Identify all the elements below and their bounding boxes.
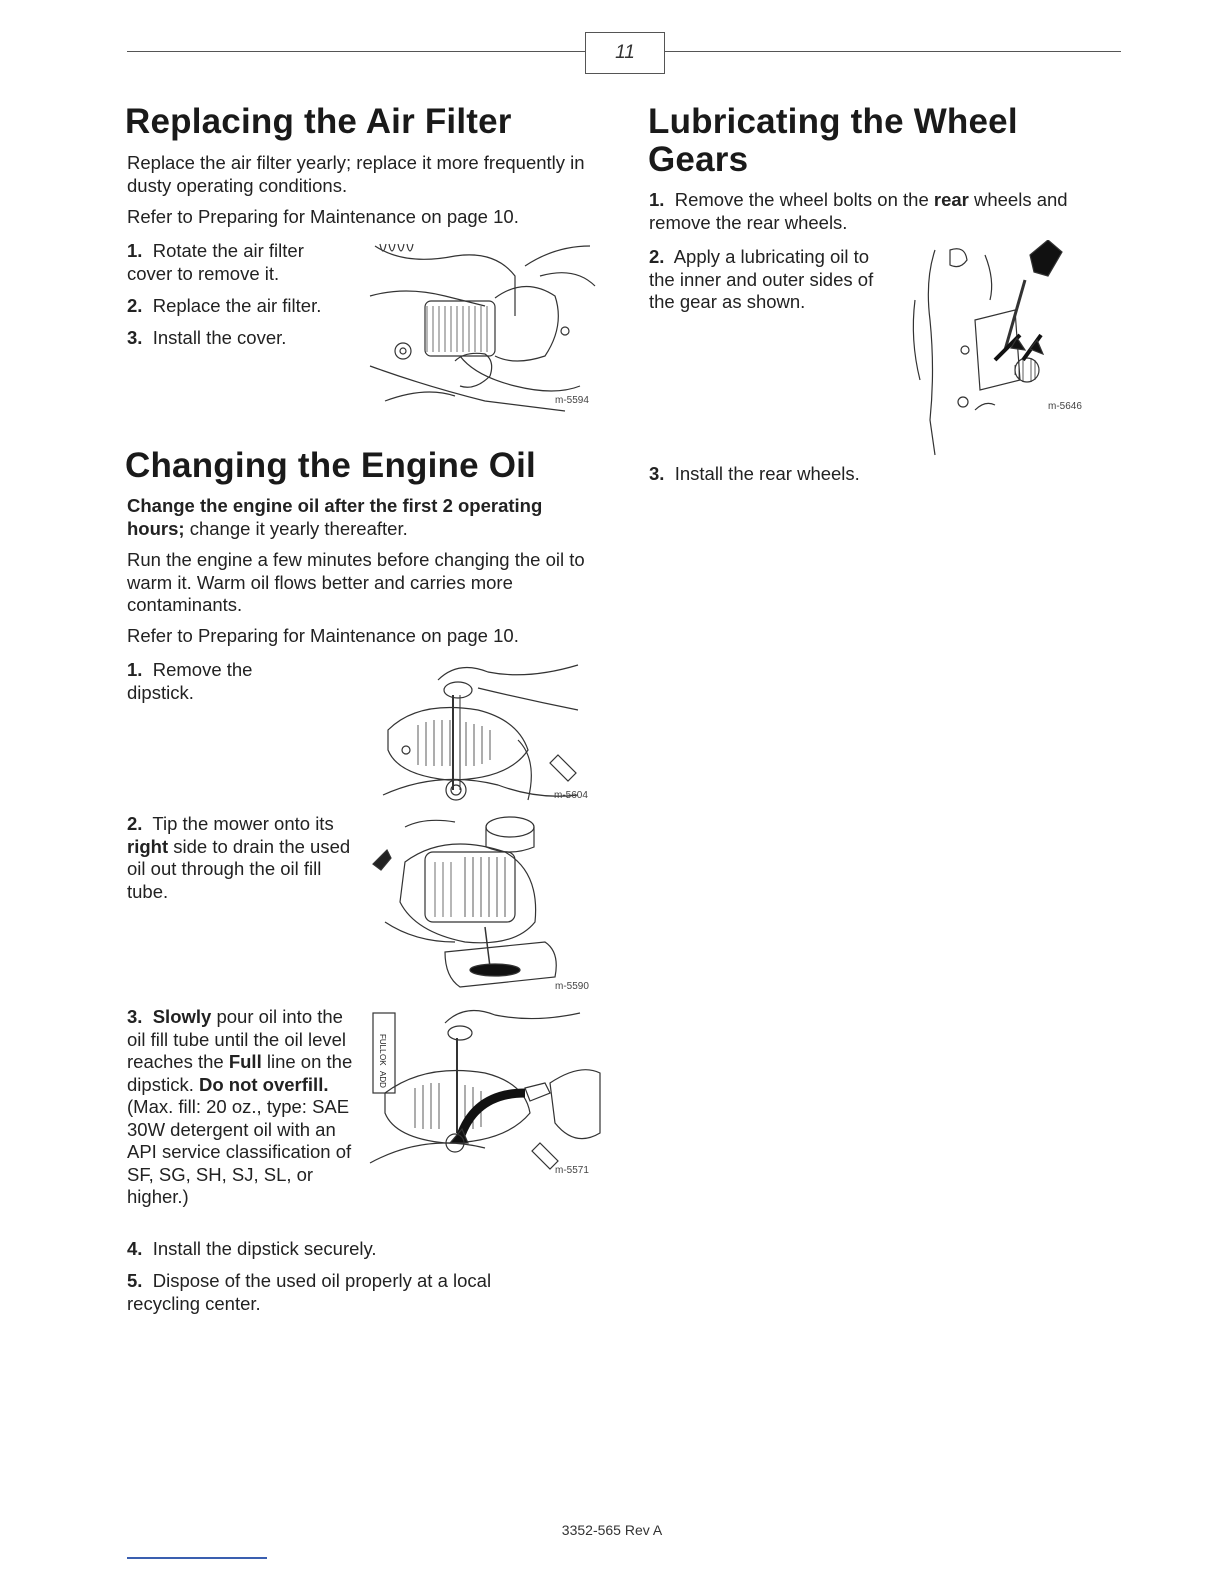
fill-oil-illustration (365, 1003, 605, 1181)
dipstick-figure-label: m-5604 (554, 790, 588, 801)
document-footer: 3352-565 Rev A (561, 1522, 663, 1538)
step-text-pre: Tip the mower onto its (152, 813, 334, 834)
tip-mower-figure-label: m-5590 (555, 981, 589, 992)
engine-oil-step-3 (127, 1006, 359, 1209)
air-filter-step-1 (127, 240, 347, 285)
engine-oil-step-1 (127, 659, 287, 704)
step-text-3: (Max. fill: 20 oz., type: SAE 30W detergent oil with an API service classification of SF, SG, SH, SJ, SL, or higher.) (127, 1096, 352, 1207)
step-text: Apply a lubricating oil to the inner and outer sides of the gear as shown. (649, 246, 874, 312)
air-filter-figure-label: m-5594 (555, 395, 589, 406)
wheel-gear-figure-label: m-5646 (1048, 401, 1082, 412)
step-text-bold-2: Full (228, 1051, 262, 1072)
change-note-rest: change it yearly thereafter. (184, 517, 408, 539)
wheel-gear-illustration (905, 240, 1095, 458)
air-filter-step-3 (127, 327, 367, 350)
dipstick-mark-add: ADD (378, 1071, 387, 1088)
tip-mower-illustration (365, 812, 605, 994)
step-text-2: line on the dipstick. (127, 1051, 353, 1095)
engine-oil-change-note (127, 495, 597, 540)
wheel-gears-step-1 (649, 189, 1119, 234)
step-text: Install the dipstick securely. (152, 1238, 377, 1259)
step-text: Dispose of the used oil properly at a local recycling center. (127, 1270, 492, 1314)
air-filter-title: Replacing the Air Filter (125, 102, 512, 141)
step-text-bold: rear (933, 189, 969, 210)
step-number: 3. (649, 463, 665, 484)
step-text: Remove the dipstick. (127, 659, 253, 703)
wheel-gears-step-3 (649, 463, 1119, 486)
step-text-bold: right (127, 835, 169, 857)
step-text-1: pour oil into the oil fill tube until the oil level reaches the (127, 1006, 347, 1072)
dipstick-mark-ok: OK (378, 1054, 387, 1066)
step-text: Rotate the air filter cover to remove it. (127, 240, 304, 284)
step-text-bold-3: Do not overfill. (198, 1073, 329, 1095)
header-rule-left (127, 51, 585, 52)
air-filter-step-2 (127, 295, 367, 318)
engine-oil-step-5 (127, 1270, 547, 1315)
change-note-bold: Change the engine oil after the first 2 operating hours; (127, 495, 543, 539)
step-number: 2. (649, 246, 665, 267)
dipstick-illustration (378, 660, 606, 805)
page-number: 11 (585, 32, 665, 74)
engine-oil-refer: Refer to Preparing for Maintenance on page 10. (127, 625, 519, 646)
step-number: 4. (127, 1238, 143, 1259)
engine-oil-step-4 (127, 1238, 607, 1261)
air-filter-intro: Replace the air filter yearly; replace it more frequently in dusty operating conditions. (127, 152, 585, 196)
step-number: 1. (649, 189, 665, 210)
step-text: Replace the air filter. (152, 295, 322, 316)
air-filter-refer: Refer to Preparing for Maintenance on page 10. (127, 206, 519, 227)
step-text-post: side to drain the used oil out through the oil fill tube. (127, 835, 351, 902)
step-number: 3. (127, 1006, 143, 1027)
step-text-bold-1: Slowly (152, 1006, 212, 1027)
step-number: 1. (127, 240, 143, 261)
step-number: 2. (127, 295, 143, 316)
step-number: 5. (127, 1270, 143, 1291)
step-number: 2. (127, 813, 143, 834)
step-text: Install the rear wheels. (674, 463, 860, 484)
air-filter-illustration (365, 236, 605, 414)
header-rule-right (663, 51, 1121, 52)
engine-oil-run-text: Run the engine a few minutes before changing the oil to warm it. Warm oil flows better and carries more contaminants. (127, 549, 585, 615)
step-text: Install the cover. (152, 327, 287, 348)
wheel-gears-step-2 (649, 246, 879, 314)
step-number: 3. (127, 327, 143, 348)
step-text-pre: Remove the wheel bolts on the (674, 189, 934, 210)
step-text-post: wheels and remove the rear wheels. (649, 189, 1068, 233)
wheel-gears-title: Lubricating the Wheel Gears (648, 102, 1018, 179)
dipstick-mark-full: FULL (378, 1034, 387, 1054)
footer-link-bar (127, 1557, 267, 1559)
fill-oil-figure-label: m-5571 (555, 1165, 589, 1176)
step-number: 1. (127, 659, 143, 680)
engine-oil-title: Changing the Engine Oil (125, 446, 536, 485)
engine-oil-step-2 (127, 813, 352, 903)
